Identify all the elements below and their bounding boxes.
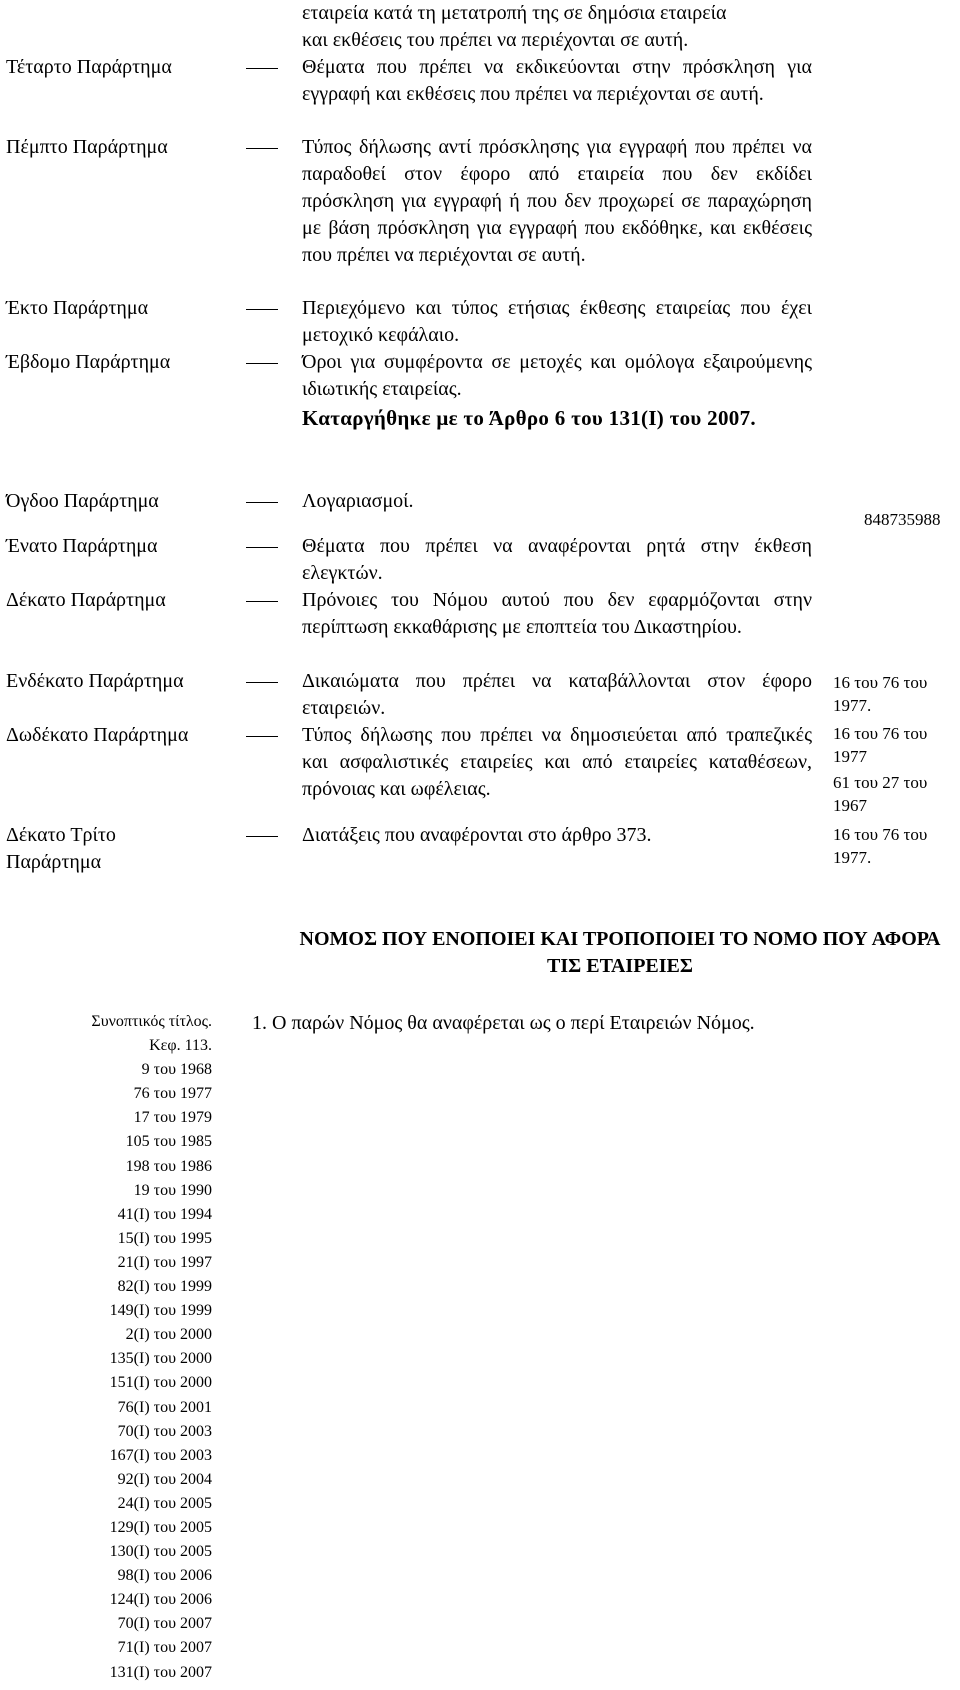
schedule-label: Ένατο Παράρτημα: [6, 535, 158, 557]
law-reference: 9 του 1968: [141, 1061, 212, 1079]
schedule-text: Λογαριασμοί.: [302, 490, 414, 512]
law-reference: 131(Ι) του 2007: [109, 1663, 212, 1681]
law-reference: 24(Ι) του 2005: [117, 1494, 212, 1512]
dash: [246, 148, 278, 149]
schedule-text: Περιεχόμενο και τύπος ετήσιας έκθεσης εταιρείας που έχει μετοχικό κεφάλαιο.: [302, 297, 812, 346]
dash: [246, 502, 278, 503]
schedule-text: Τύπος δήλωσης που πρέπει να δημοσιεύεται από τραπεζικές και ασφαλιστικές εταιρείες και από εταιρείες καταθέσεων, πρόνοιας και ωφέλειας.: [302, 724, 812, 800]
dash: [246, 547, 278, 548]
law-reference: 76(Ι) του 2001: [117, 1398, 212, 1416]
section-1-text: 1. Ο παρών Νόμος θα αναφέρεται ως ο περί Εταιρειών Νόμος.: [252, 1012, 755, 1034]
law-reference: 41(Ι) του 1994: [117, 1205, 212, 1223]
repeal-note: Καταργήθηκε με το Άρθρο 6 του 131(Ι) του 2007.: [302, 406, 756, 430]
margin-note-3: 61 του 27 του 1967: [833, 773, 928, 815]
schedule-label: Τέταρτο Παράρτημα: [6, 56, 172, 78]
law-reference: 15(Ι) του 1995: [117, 1229, 212, 1247]
law-reference: 92(Ι) του 2004: [117, 1470, 212, 1488]
law-reference: 135(Ι) του 2000: [109, 1350, 212, 1368]
law-reference: 76 του 1977: [133, 1085, 212, 1103]
schedule-text: Θέματα που πρέπει να αναφέρονται ρητά στην έκθεση ελεγκτών.: [302, 535, 812, 584]
law-reference: 167(Ι) του 2003: [109, 1446, 212, 1464]
dash: [246, 736, 278, 737]
dash: [246, 309, 278, 310]
continuation-line-2: και εκθέσεις του πρέπει να περιέχονται σε αυτή.: [302, 29, 689, 51]
schedule-text: Όροι για συμφέροντα σε μετοχές και ομόλογα εξαιρούμενης ιδιωτικής εταιρείας.: [302, 351, 812, 400]
law-reference: 71(Ι) του 2007: [117, 1639, 212, 1657]
margin-note-1: 16 του 76 του 1977.: [833, 673, 928, 715]
dash: [246, 68, 278, 69]
schedule-text: Διατάξεις που αναφέρονται στο άρθρο 373.: [302, 824, 652, 846]
schedule-text: Θέματα που πρέπει να εκδικεύονται στην πρόσκληση για εγγραφή και εκθέσεις που πρέπει να περιέχονται σε αυτή.: [302, 56, 812, 105]
schedule-label: Πέμπτο Παράρτημα: [6, 136, 168, 158]
law-reference: 198 του 1986: [125, 1157, 212, 1175]
dash: [246, 363, 278, 364]
schedule-text: Τύπος δήλωσης αντί πρόσκλησης για εγγραφή που πρέπει να παραδοθεί στον έφορο από εταιρεία που δεν εκδίδει πρόσκληση για εγγραφή ή που δεν προχωρεί σε παραχώρηση με βάση πρόσκληση για εγγραφή που εκδόθηκε, και εκθέσεις που πρέπει να περιέχονται σε αυτή.: [302, 136, 812, 266]
continuation-line-1: εταιρεία κατά τη μετατροπή της σε δημόσια εταιρεία: [302, 2, 727, 24]
schedule-label: Ενδέκατο Παράρτημα: [6, 670, 184, 692]
law-title: ΝΟΜΟΣ ΠΟΥ ΕΝΟΠΟΙΕΙ ΚΑΙ ΤΡΟΠΟΠΟΙΕΙ ΤΟ ΝΟΜΟ ΠΟΥ ΑΦΟΡΑ ΤΙΣ ΕΤΑΙΡΕΙΕΣ: [299, 928, 941, 977]
law-reference: 2(Ι) του 2000: [125, 1326, 212, 1344]
dash: [246, 682, 278, 683]
margin-id-code: 848735988: [864, 510, 941, 529]
schedule-label: Έβδομο Παράρτημα: [6, 351, 171, 373]
schedule-label: Όγδοο Παράρτημα: [6, 490, 159, 512]
dash: [246, 601, 278, 602]
law-reference: 70(Ι) του 2003: [117, 1422, 212, 1440]
law-reference: 82(Ι) του 1999: [117, 1278, 212, 1296]
law-reference: 105 του 1985: [125, 1133, 212, 1151]
law-reference: 130(Ι) του 2005: [109, 1543, 212, 1561]
schedule-label: Έκτο Παράρτημα: [6, 297, 149, 319]
law-reference: 70(Ι) του 2007: [117, 1615, 212, 1633]
schedule-text: Πρόνοιες του Νόμου αυτού που δεν εφαρμόζονται στην περίπτωση εκκαθάρισης με εποπτεία του Δικαστηρίου.: [302, 589, 812, 638]
schedule-label: Δέκατο Παράρτημα: [6, 589, 166, 611]
schedule-text: Δικαιώματα που πρέπει να καταβάλλονται στον έφορο εταιρειών.: [302, 670, 812, 719]
law-reference: 124(Ι) του 2006: [109, 1591, 212, 1609]
law-reference: 151(Ι) του 2000: [109, 1374, 212, 1392]
law-reference: 17 του 1979: [133, 1109, 212, 1127]
margin-note-4: 16 του 76 του 1977.: [833, 825, 928, 867]
dash: [246, 836, 278, 837]
law-reference: 19 του 1990: [133, 1181, 212, 1199]
section-side-notes: [91, 1010, 212, 1685]
schedule-label: Δωδέκατο Παράρτημα: [6, 724, 189, 746]
margin-note-2: 16 του 76 του 1977: [833, 724, 928, 766]
schedule-label: Δέκατο Τρίτο Παράρτημα: [6, 824, 116, 873]
law-reference: 129(Ι) του 2005: [109, 1518, 212, 1536]
law-reference: 21(Ι) του 1997: [117, 1253, 212, 1271]
law-reference: Κεφ. 113.: [149, 1037, 212, 1055]
law-reference: 98(Ι) του 2006: [117, 1567, 212, 1585]
side-heading: Συνοπτικός τίτλος.: [91, 1013, 212, 1030]
law-reference: 149(Ι) του 1999: [109, 1302, 212, 1320]
